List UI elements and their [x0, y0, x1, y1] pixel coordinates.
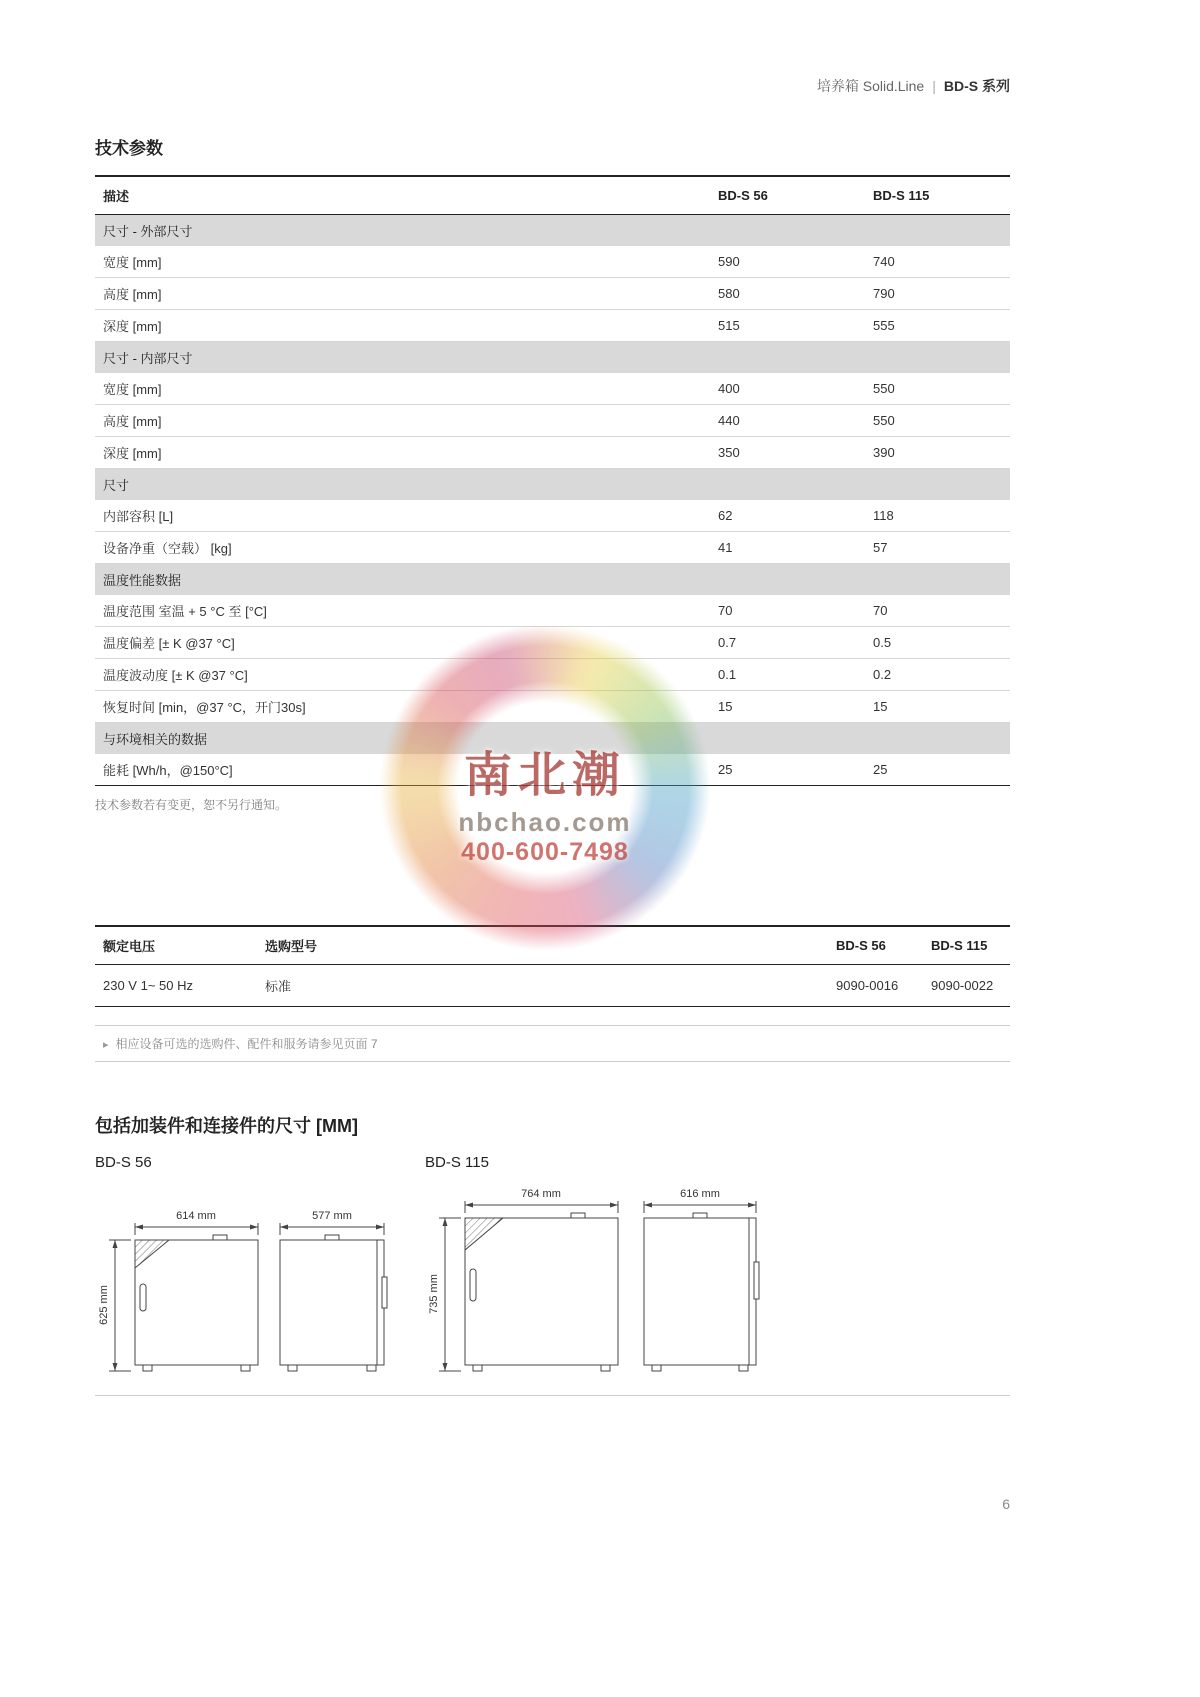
option-value: 标准 — [257, 965, 828, 1007]
height-dim: 735 mm — [428, 1274, 440, 1314]
height-dim: 625 mm — [98, 1285, 110, 1325]
section-divider — [95, 1395, 1010, 1396]
bds56-technical-drawing — [95, 1181, 395, 1386]
spec-value: 15 — [865, 691, 1010, 723]
table-row — [95, 965, 1010, 1007]
spec-label: 宽度 [mm] — [95, 246, 710, 278]
order-number-bds56: 9090-0016 — [828, 965, 923, 1007]
spec-value: 790 — [865, 278, 1010, 310]
spec-label: 高度 [mm] — [95, 405, 710, 437]
section-label: 尺寸 — [95, 469, 1010, 501]
door-handle-side — [382, 1277, 387, 1308]
voltage-value: 230 V 1~ 50 Hz — [95, 965, 257, 1007]
column-header-voltage: 额定电压 — [95, 926, 257, 965]
dimensions-section-title: 包括加装件和连接件的尺寸 [MM] — [95, 1116, 358, 1136]
spec-value: 515 — [710, 310, 865, 342]
door-handle-side — [754, 1262, 759, 1299]
spec-value: 15 — [710, 691, 865, 723]
spec-label: 能耗 [Wh/h，@150°C] — [95, 754, 710, 786]
order-table-header-row — [95, 926, 1010, 965]
spec-label: 宽度 [mm] — [95, 373, 710, 405]
table-row — [95, 659, 1010, 691]
table-row — [95, 246, 1010, 278]
model-group-bds56 — [95, 1154, 395, 1391]
spec-value: 0.2 — [865, 659, 1010, 691]
spec-label: 温度范围 室温 + 5 °C 至 [°C] — [95, 595, 710, 627]
column-header-bds56: BD-S 56 — [710, 176, 865, 215]
spec-value: 590 — [710, 246, 865, 278]
spec-value: 400 — [710, 373, 865, 405]
column-header-bds115: BD-S 115 — [865, 176, 1010, 215]
spec-label: 恢复时间 [min，@37 °C，开门30s] — [95, 691, 710, 723]
header-series-name: BD-S 系列 — [943, 78, 1010, 94]
model-label: BD-S 115 — [425, 1154, 489, 1171]
tech-footnote: 技术参数若有变更，恕不另行通知。 — [95, 798, 288, 812]
table-row — [95, 691, 1010, 723]
watermark-title: 南北潮 — [463, 749, 626, 802]
column-header-option: 选购型号 — [257, 926, 828, 965]
section-label: 与环境相关的数据 — [95, 723, 1010, 755]
section-label: 尺寸 - 外部尺寸 — [95, 215, 1010, 247]
spec-label: 深度 [mm] — [95, 310, 710, 342]
order-number-bds115: 9090-0022 — [923, 965, 1010, 1007]
spec-value: 57 — [865, 532, 1010, 564]
spec-value: 550 — [865, 405, 1010, 437]
spec-value: 580 — [710, 278, 865, 310]
side-view — [280, 1210, 387, 1371]
dimension-diagrams — [95, 1154, 1010, 1391]
front-view — [98, 1210, 258, 1371]
side-depth-dim: 616 mm — [680, 1188, 720, 1200]
spec-value: 118 — [865, 500, 1010, 532]
accessories-note — [95, 1025, 1010, 1062]
spec-value: 41 — [710, 532, 865, 564]
spec-value: 25 — [865, 754, 1010, 786]
spec-value: 25 — [710, 754, 865, 786]
model-label: BD-S 56 — [95, 1154, 152, 1171]
header-separator: | — [932, 78, 936, 94]
spec-value: 440 — [710, 405, 865, 437]
table-row — [95, 754, 1010, 786]
section-row — [95, 215, 1010, 247]
column-header-bds56: BD-S 56 — [828, 926, 923, 965]
spec-label: 设备净重（空载） [kg] — [95, 532, 710, 564]
order-table — [95, 925, 1010, 1007]
table-row — [95, 627, 1010, 659]
table-row — [95, 532, 1010, 564]
side-view — [644, 1188, 759, 1371]
spec-value: 740 — [865, 246, 1010, 278]
tech-section-title: 技术参数 — [95, 139, 163, 158]
spec-value: 62 — [710, 500, 865, 532]
spec-value: 390 — [865, 437, 1010, 469]
spec-label: 温度波动度 [± K @37 °C] — [95, 659, 710, 691]
section-label: 温度性能数据 — [95, 564, 1010, 596]
spec-value: 70 — [710, 595, 865, 627]
table-row — [95, 278, 1010, 310]
table-row — [95, 500, 1010, 532]
spec-label: 温度偏差 [± K @37 °C] — [95, 627, 710, 659]
spec-value: 555 — [865, 310, 1010, 342]
note-arrow-icon: ▸ — [103, 1039, 109, 1051]
spec-label: 内部容积 [L] — [95, 500, 710, 532]
spec-value: 350 — [710, 437, 865, 469]
bds115-technical-drawing — [425, 1181, 770, 1386]
front-width-dim: 614 mm — [176, 1210, 216, 1222]
model-group-bds115 — [425, 1154, 770, 1391]
page-number: 6 — [1002, 1496, 1010, 1512]
section-row — [95, 723, 1010, 755]
front-view — [428, 1188, 618, 1371]
spec-value: 0.1 — [710, 659, 865, 691]
door-handle — [470, 1269, 476, 1301]
section-label: 尺寸 - 内部尺寸 — [95, 342, 1010, 374]
table-row — [95, 595, 1010, 627]
section-row — [95, 342, 1010, 374]
spec-value: 550 — [865, 373, 1010, 405]
side-depth-dim: 577 mm — [312, 1210, 352, 1222]
table-row — [95, 373, 1010, 405]
section-row — [95, 564, 1010, 596]
tech-table-header-row — [95, 176, 1010, 215]
spec-value: 70 — [865, 595, 1010, 627]
spec-label: 深度 [mm] — [95, 437, 710, 469]
watermark-site: nbchao.com — [458, 807, 632, 837]
section-row — [95, 469, 1010, 501]
front-width-dim: 764 mm — [521, 1188, 561, 1200]
header-product-name: 培养箱 Solid.Line — [816, 78, 925, 94]
table-row — [95, 405, 1010, 437]
watermark-phone: 400-600-7498 — [461, 838, 629, 866]
note-text: 相应设备可选的选购件、配件和服务请参见页面 7 — [115, 1037, 378, 1051]
spec-label: 高度 [mm] — [95, 278, 710, 310]
column-header-description: 描述 — [95, 176, 710, 215]
spec-value: 0.7 — [710, 627, 865, 659]
page-header — [95, 76, 1010, 94]
spec-value: 0.5 — [865, 627, 1010, 659]
table-row — [95, 310, 1010, 342]
tech-table — [95, 175, 1010, 786]
column-header-bds115: BD-S 115 — [923, 926, 1010, 965]
table-row — [95, 437, 1010, 469]
door-handle — [140, 1284, 146, 1311]
